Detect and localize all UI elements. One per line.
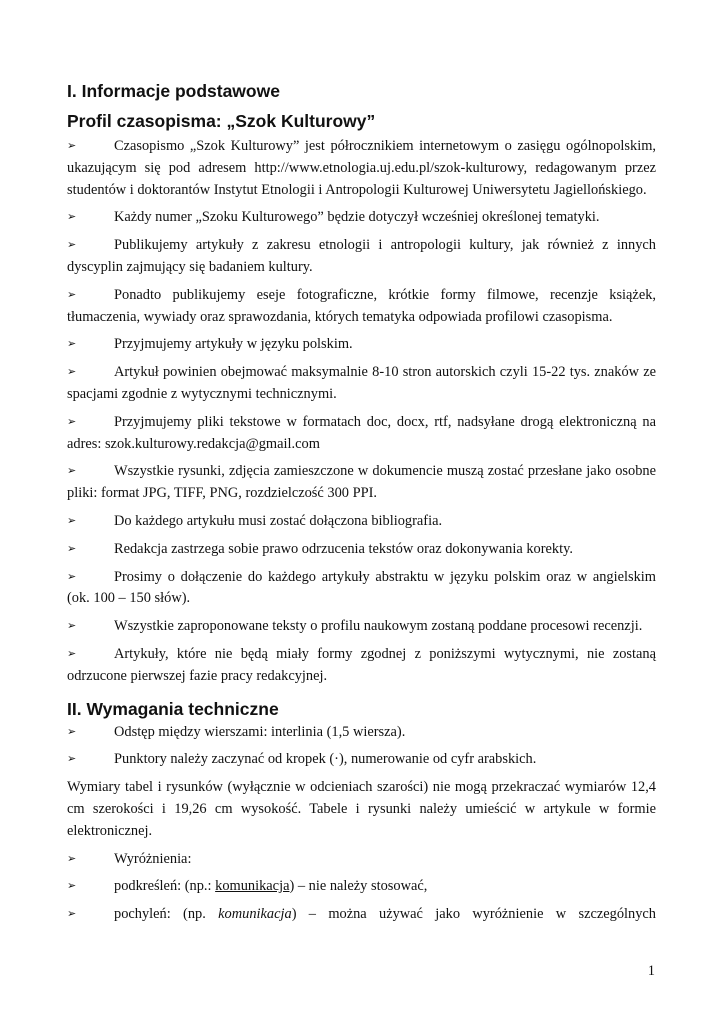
arrow-bullet-icon: ➢ [67, 140, 77, 152]
list-item [67, 539, 656, 561]
list-item-highlights [67, 849, 656, 871]
page-content [67, 80, 656, 932]
arrow-bullet-icon: ➢ [67, 542, 77, 555]
list-item-text: Prosimy o dołączenie do każdego artykuły abstraktu w języku polskim oraz w angielskim (ok. 100 – 150 słów). [67, 568, 656, 607]
section-heading-technical: II. Wymagania techniczne [67, 698, 279, 719]
arrow-bullet-icon: ➢ [67, 211, 77, 224]
list-item-text: Publikujemy artykuły z zakresu etnologii i antropologii kultury, jak również z innych dyscyplin zajmujący się badaniem kultury. [67, 237, 656, 275]
page-number: 1 [647, 963, 655, 979]
arrow-bullet-icon: ➢ [67, 647, 77, 660]
list-item-text: Przyjmujemy artykuły w języku polskim. [114, 336, 353, 353]
italic-prefix: pochyleń: (np. [114, 906, 219, 923]
list-item [67, 461, 656, 505]
list-item [67, 511, 656, 533]
arrow-bullet-icon: ➢ [67, 514, 77, 527]
arrow-bullet-icon: ➢ [67, 908, 77, 921]
list-item-text: Wszystkie rysunki, zdjęcia zamieszczone w dokumencie muszą zostać przesłane jako osobne pliki: format JPG, TIFF, PNG, rozdzielczość 300 PPI. [67, 463, 656, 502]
arrow-bullet-icon: ➢ [67, 725, 77, 738]
list-item-text: Ponadto publikujemy eseje fotograficzne, krótkie formy filmowe, recenzje książek, tłumaczenia, wywiady oraz sprawozdania, których tematyka odpowiada profilowi czasopisma. [67, 286, 656, 325]
arrow-bullet-icon: ➢ [67, 239, 77, 252]
underline-suffix: ) – nie należy stosować, [289, 878, 428, 895]
list-item-text: Czasopismo „Szok Kulturowy” jest półrocznikiem internetowym o zasięgu ogólnopolskim, ukazującym się pod adresem http://www.etnologia.uj.edu.pl/szok-kulturowy, redagowanym przez studentów i doktorantów Instytut Etnologii i Antropologii Kulturowej Uniwersytetu Jagiellońskiego. [67, 138, 656, 198]
list-item-text: Artykuły, które nie będą miały formy zgodnej z poniższymi wytycznymi, nie zostaną odrzucone pierwszej fazie pracy redakcyjnej. [67, 645, 656, 684]
list-item [67, 616, 656, 638]
list-item [67, 722, 656, 744]
arrow-bullet-icon: ➢ [67, 753, 77, 766]
section-heading-basic-info: I. Informacje podstawowe [67, 81, 280, 101]
arrow-bullet-icon: ➢ [67, 465, 77, 478]
list-item-text: Wszystkie zaproponowane teksty o profilu naukowym zostaną poddane procesowi recenzji. [114, 618, 643, 635]
arrow-bullet-icon: ➢ [67, 852, 77, 865]
underline-prefix: podkreśleń: (np.: [114, 878, 216, 895]
list-item [67, 136, 656, 201]
technical-bullet-list [67, 722, 656, 772]
profile-bullet-list [67, 136, 656, 688]
list-item-text: Każdy numer „Szoku Kulturowego” będzie dotyczył wcześniej określonej tematyki. [114, 209, 600, 226]
list-item-text: Odstęp między wierszami: interlinia (1,5 wiersza). [114, 723, 406, 740]
list-item-text: Do każdego artykułu musi zostać dołączona bibliografia. [114, 512, 443, 529]
list-item [67, 362, 656, 406]
list-item [67, 749, 656, 771]
list-item [67, 412, 656, 456]
arrow-bullet-icon: ➢ [67, 415, 77, 428]
list-item [67, 285, 656, 329]
arrow-bullet-icon: ➢ [67, 366, 77, 379]
arrow-bullet-icon: ➢ [67, 880, 77, 893]
highlights-label: Wyróżnienia: [114, 850, 192, 867]
arrow-bullet-icon: ➢ [67, 570, 77, 583]
list-item [67, 644, 656, 688]
arrow-bullet-icon: ➢ [67, 620, 77, 633]
list-item [67, 207, 656, 229]
list-item [67, 334, 656, 356]
journal-profile-heading: Profil czasopisma: „Szok Kulturowy” [67, 111, 376, 131]
italic-example: komunikacja [218, 906, 292, 923]
arrow-bullet-icon: ➢ [67, 288, 77, 301]
italic-suffix: ) – można używać jako wyróżnienie w szczególnych [291, 906, 657, 923]
tables-figures-paragraph: Wymiary tabel i rysunków (wyłącznie w odcieniach szarości) nie mogą przekraczać wymiarów 12,4 cm szerokości i 19,26 cm wysokość. Tabele i rysunki należy umieścić w artykule w formie elektronicznej. [67, 779, 656, 839]
list-item-underline [67, 876, 656, 898]
list-item-italic [67, 904, 656, 926]
list-item-text: Redakcja zastrzega sobie prawo odrzucenia tekstów oraz dokonywania korekty. [114, 540, 573, 557]
list-item [67, 235, 656, 279]
list-item-text: Przyjmujemy pliki tekstowe w formatach doc, docx, rtf, nadsyłane drogą elektroniczną na adres: szok.kulturowy.redakcja@gmail.com [67, 413, 656, 452]
underline-example: komunikacja [215, 878, 290, 895]
arrow-bullet-icon: ➢ [67, 338, 77, 351]
list-item-text: Punktory należy zaczynać od kropek (·), numerowanie od cyfr arabskich. [114, 751, 537, 768]
list-item-text: Artykuł powinien obejmować maksymalnie 8-10 stron autorskich czyli 15-22 tys. znaków ze spacjami zgodnie z wytycznymi technicznymi. [67, 364, 656, 402]
list-item [67, 567, 656, 611]
